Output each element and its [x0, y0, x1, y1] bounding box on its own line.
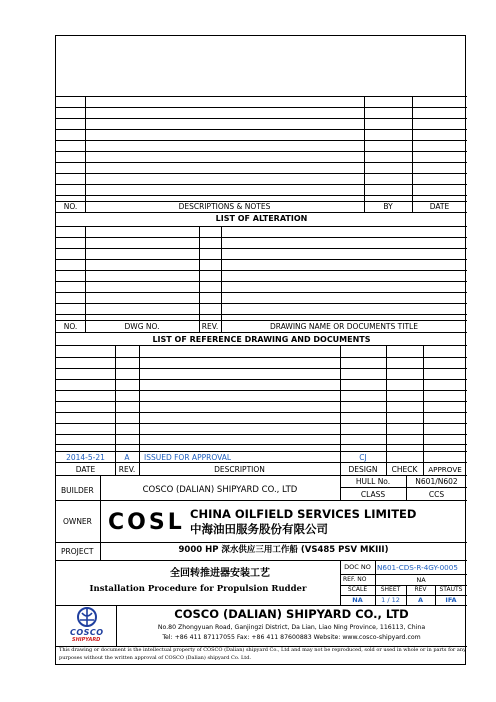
rev-value: A	[417, 596, 424, 604]
hull-label: HULL No.	[355, 477, 391, 486]
reference-col-name: DRAWING NAME OR DOCUMENTS TITLE	[270, 322, 418, 331]
revision-row-desc: ISSUED FOR APPROVAL	[144, 453, 232, 462]
reference-col-rev: REV.	[201, 322, 219, 331]
project-value: 9000 HP 深水供应三用工作船 (VS485 PSV MKIII)	[178, 545, 389, 555]
cosco-logo-sub: SHIPYARD	[72, 637, 101, 643]
rev-label: REV	[414, 586, 427, 593]
revision-row-rev: A	[124, 453, 130, 462]
alteration-col-date: DATE	[429, 202, 450, 211]
revision-row-design: CJ	[359, 453, 367, 462]
doc-no-value: N601-CDS-R-4GY-0005	[377, 563, 458, 572]
alteration-title: LIST OF ALTERATION	[215, 214, 308, 223]
owner-name-en: CHINA OILFIELD SERVICES LIMITED	[190, 507, 417, 521]
revision-col-design: DESIGN	[348, 465, 378, 474]
cosl-logo: COSL	[108, 510, 185, 535]
revision-row-date: 2014-5-21	[66, 453, 105, 462]
sheet-label: SHEET	[380, 586, 401, 593]
company-contact: Tel: +86 411 87117055 Fax: +86 411 87600883 Website: www.cosco-shipyard.com	[162, 634, 421, 641]
revision-col-desc: DESCRIPTION	[214, 465, 265, 474]
company-name: COSCO (DALIAN) SHIPYARD CO., LTD	[174, 607, 409, 621]
cosco-logo-text: COSCO	[70, 628, 104, 637]
disclaimer-line-1: This drawing or document is the intellectual property of COSCO (Dalian) shipyard Co., Ltd and may not be reproduced, sold or used in whole or in parts for any	[59, 647, 466, 653]
alteration-col-no: NO.	[63, 202, 78, 211]
reference-title: LIST OF REFERENCE DRAWING AND DOCUMENTS	[152, 335, 371, 344]
alteration-col-by: BY	[383, 202, 393, 211]
ref-no-label: REF. NO	[343, 576, 367, 583]
revision-col-check: CHECK	[391, 465, 418, 474]
reference-col-dwg: DWG NO.	[124, 322, 160, 331]
revision-col-rev: REV.	[118, 465, 136, 474]
hull-value: N601/N602	[415, 477, 458, 486]
builder-name: COSCO (DALIAN) SHIPYARD CO., LTD	[142, 485, 298, 495]
builder-label: BUILDER	[61, 486, 94, 495]
document-title-cn: 全回转推进器安装工艺	[170, 568, 270, 579]
class-label: CLASS	[360, 490, 386, 499]
cosco-shipyard-logo	[62, 607, 112, 645]
reference-col-no: NO.	[63, 322, 78, 331]
scale-label: SCALE	[347, 586, 368, 593]
sheet-value: 1 / 12	[381, 596, 400, 604]
owner-label: OWNER	[63, 517, 92, 526]
revision-col-date: DATE	[75, 465, 96, 474]
status-value: IFA	[445, 596, 457, 604]
title-block-frame	[55, 35, 466, 665]
disclaimer-line-2: purposes without the written approval of COSCO (Dalian) shipyard Co. Ltd.	[59, 655, 252, 661]
document-title-en: Installation Procedure for Propulsion Rudder	[89, 584, 307, 594]
revision-col-approve: APPROVE	[428, 465, 462, 474]
project-label: PROJECT	[61, 547, 94, 556]
alteration-col-desc: DESCRIPTIONS & NOTES	[178, 202, 271, 211]
status-label: STAUTS	[439, 586, 463, 593]
owner-name-cn: 中海油田服务股份有限公司	[190, 522, 328, 536]
class-value: CCS	[428, 490, 445, 499]
ref-no-value: NA	[416, 576, 426, 584]
company-address: No.80 Zhongyuan Road, Ganjingzi District, Da Lian, Liao Ning Province, 116113, China	[157, 624, 426, 631]
doc-no-label: DOC NO	[344, 563, 371, 571]
scale-value: NA	[352, 596, 363, 604]
